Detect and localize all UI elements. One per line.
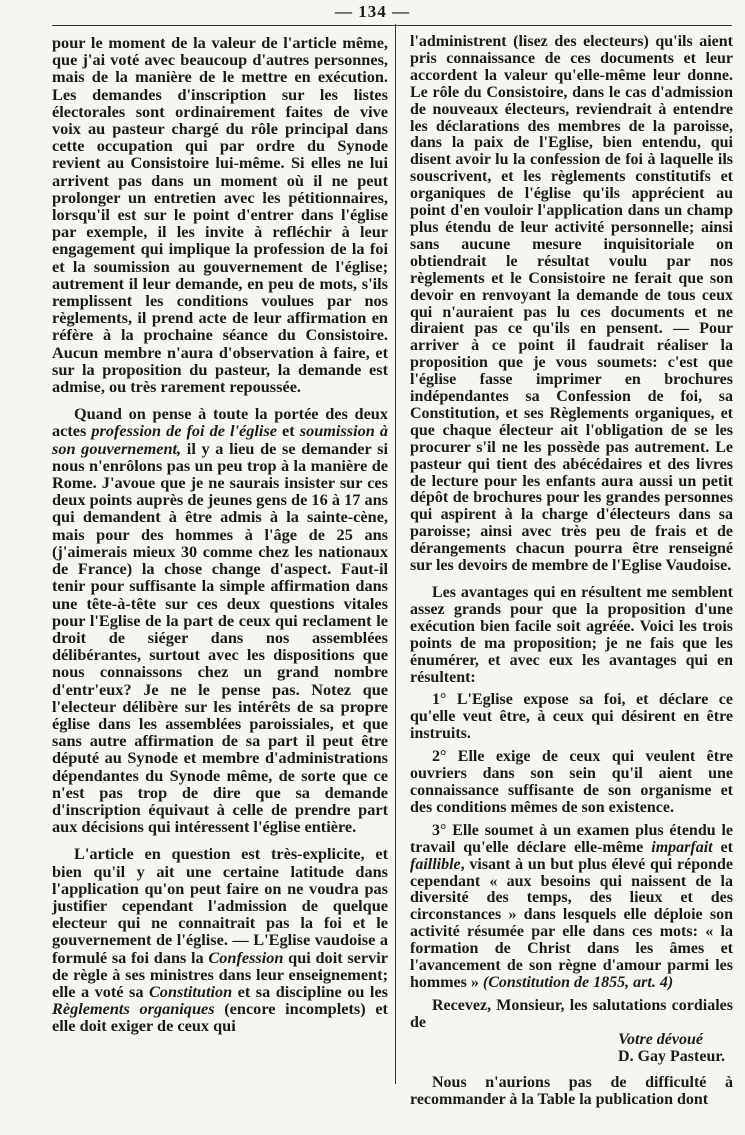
column-divider bbox=[395, 24, 396, 1084]
paragraph bbox=[52, 845, 388, 1034]
right-column bbox=[410, 34, 733, 1109]
text-run: et sa discipline ou les bbox=[232, 981, 389, 1001]
signature-name: D. Gay Pasteur. bbox=[618, 1047, 725, 1065]
italic-text: profession de foi de l'église bbox=[91, 421, 278, 441]
text-run: qui doit servir de règle à ses ministres dans leur enseignement; elle a voté sa bbox=[52, 947, 388, 1001]
paragraph: Nous n'aurions pas de difficulté à recommander à la Table la publication dont bbox=[410, 1074, 733, 1109]
header-rule bbox=[52, 25, 732, 26]
text-run: Quand on pense à toute la portée des deux actes bbox=[52, 404, 388, 441]
text-run: , visant à un but plus élevé qui réponde cependant « aux besoins qui naissent de la diversité des temps, des lieux et des circonstances » dans lesquels elle déploie son activité résumée par elle dans ces mots: « la formation de Christ dans les âmes et l'avancement de son règne d'amour parmi les hommes » bbox=[410, 855, 733, 991]
italic-text: Confession bbox=[208, 947, 284, 967]
page-number: — 134 — bbox=[335, 2, 410, 21]
italic-text: soumission à son gouvernement, bbox=[52, 421, 389, 458]
signature-closing: Votre dévoué bbox=[618, 1030, 703, 1048]
paragraph bbox=[52, 405, 388, 835]
italic-text: (Constitution de 1855, art. 4) bbox=[482, 973, 674, 991]
list-item: 1° L'Eglise expose sa foi, et déclare ce qu'elle veut être, à ceux qui désirent en être instruits. bbox=[410, 691, 733, 743]
text-run: 3° Elle soumet à un examen plus étendu le travail qu'elle déclare elle-même bbox=[410, 821, 733, 856]
italic-text: Constitution bbox=[148, 981, 233, 1001]
text-run: et bbox=[712, 838, 733, 856]
signature bbox=[410, 1032, 733, 1066]
italic-text: imparfait bbox=[651, 838, 713, 856]
text-run: et bbox=[277, 421, 300, 441]
paragraph: l'administrent (lisez des electeurs) qu'ils aient pris connaissance de ces documents et leur accordent la valeur qu'elle-même leur donne. Le rôle du Consistoire, dans le cas d'admission de nouveaux électeurs, reviendrait à entendre les déclarations des membres de la paroisse, dans la paix de l'Eglise, bien entendu, qui disent avoir lu la confession de foi à laquelle ils souscrivent, et les règlements constitutifs et organiques de l'église qu'ils apprécient au point d'en vouloir l'application dans un champ plus étendu de leur activité personnelle; ainsi sans aucune mesure inquisitoriale on obtiendrait le résultat voulu par nos règlements et le Consistoire ne ferait que son devoir en renvoyant la demande de tous ceux qui n'auraient pas lu ces documents et ne diraient pas ce qu'ils en pensent. — Pour arriver à ce point il faudrait réaliser la proposition que je vous soumets: c'est que l'église fasse imprimer en brochures indépendantes sa Confession de foi, sa Constitution, et ses Règlements organiques, et que chaque électeur ait l'obligation de se les procurer s'il ne les possède pas autrement. Le pasteur qui tient des abécédaires et des livres de lecture pour les enfants aura aussi un petit dépôt de brochures pour les grandes personnes qui aspirent à la charge d'électeurs dans sa paroisse; ainsi avec très peu de frais et de dérangements chacun pourra être renseigné sur les devoirs de membre de l'Eglise Vaudoise. bbox=[410, 33, 733, 575]
text-run: L'article en question est très-explicite, et bien qu'il y ait une certaine latitude dans l'application qu'on peut faire on ne voudra pas justifier cependant l'admission de quelque electeur qui ne connaitrait pas la foi et le gouvernement de l'église. — L'Eglise vaudoise a formulé sa foi dans la bbox=[52, 844, 388, 967]
list-item bbox=[410, 823, 733, 992]
text-run: il y a lieu de se demander si nous n'enrôlons pas un peu trop à la manière de Rome. J'avoue que je ne saurais insister sur ces deux points auprès de jeunes gens de 16 à 17 ans qui demandent à être admis à la sainte-cène, mais pour des hommes à l'âge de 25 ans (j'aimerais mieux 30 comme chez les nationaux de France) la chose change d'aspect. Faut-il tenir pour suffisante la simple affirmation dans une tête-à-tête sur ces deux questions vitales pour l'Eglise de la part de ceux qui reclament le droit de siéger dans nos assemblées délibérantes, surtout avec les dispositions que nous connaissons chez un grand nombre d'entr'eux? Je ne le pense pas. Notez que l'electeur délibère sur les intérêts de sa propre église dans les assemblées paroissiales, et que sans autre affirmation de sa part il peut être député au Synode et membre d'administrations dépendantes du Synode même, de sorte que ce n'est pas trop de dire que sa demande d'inscription équivaut à celle de prendre part aux décisions qui intéressent l'église entière. bbox=[52, 438, 388, 837]
italic-text: faillible bbox=[410, 855, 461, 873]
left-column bbox=[52, 34, 388, 1035]
closing-salutation: Recevez, Monsieur, les salutations cordiales de bbox=[410, 996, 733, 1031]
list-item: 2° Elle exige de ceux qui veulent être ouvriers dans son sein qu'il aient une connaissance suffisante de son organisme et des conditions mêmes de son existence. bbox=[410, 748, 733, 816]
paragraph: Les avantages qui en résultent me semblent assez grands pour que la proposition d'une exécution bien facile soit agréée. Voici les trois points de ma proposition; je ne fais que les énumérer, et avec eux les avantages qui en résultent: bbox=[410, 584, 733, 686]
text-run: (encore incomplets) et elle doit exiger de ceux qui bbox=[52, 999, 388, 1036]
paragraph: pour le moment de la valeur de l'article même, que j'ai voté avec beaucoup d'autres personnes, mais de la manière de le mettre en exécution. Les demandes d'inscription sur les listes électorales sont ordinairement faites de vive voix au pasteur chargé du rôle principal dans cette occupation qui par ordre du Synode revient au Consistoire lui-même. Si elles ne lui arrivent pas dans un moment où il ne peut prolonger un entretien avec les pétitionnaires, lorsqu'il est sur le point d'entrer dans l'église par exemple, il les invite à refléchir à leur engagement qui implique la profession de la foi et la soumission au gouvernement de l'église; autrement il leur demande, en peu de mots, s'ils remplissent les conditions voulues par nos règlements, il prend acte de leur affirmation en réfère à la prochaine séance du Consistoire. Aucun membre n'aura d'observation à faire, et sur la proposition du pasteur, la demande est admise, ou très rarement repoussée. bbox=[52, 33, 388, 397]
italic-text: Règlements organiques bbox=[52, 999, 215, 1019]
